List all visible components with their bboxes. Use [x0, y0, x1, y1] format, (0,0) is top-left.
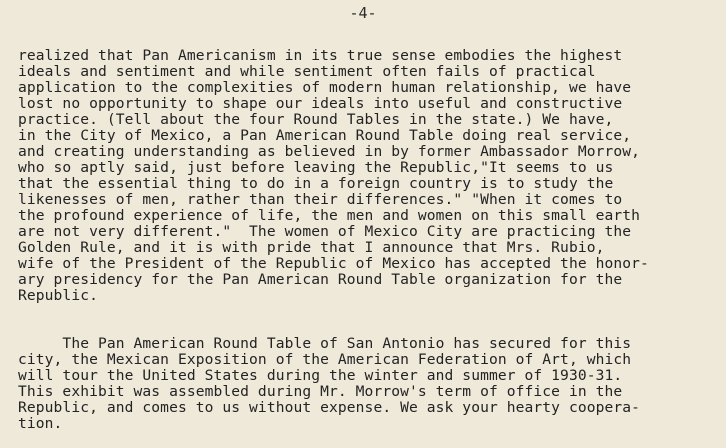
- text-line: application to the complexities of modern human relationship, we have: [18, 79, 632, 96]
- text-line: the profound experience of life, the men and women on this small earth: [18, 207, 641, 224]
- text-line: The Pan American Round Table of San Antonio has secured for this: [18, 335, 632, 352]
- text-line: ideals and sentiment and while sentiment often fails of practical: [18, 63, 596, 80]
- text-line: realized that Pan Americanism in its true sense embodies the highest: [18, 47, 623, 64]
- text-line: Republic.: [18, 287, 98, 304]
- text-line: wife of the President of the Republic of Mexico has accepted the honor-: [18, 255, 649, 272]
- text-line: are not very different." The women of Mexico City are practicing the: [18, 223, 632, 240]
- text-line: will tour the United States during the winter and summer of 1930-31.: [18, 367, 623, 384]
- text-line: in the City of Mexico, a Pan American Round Table doing real service,: [18, 127, 632, 144]
- text-line: Golden Rule, and it is with pride that I announce that Mrs. Rubio,: [18, 239, 605, 256]
- text-line: lost no opportunity to shape our ideals into useful and constructive: [18, 95, 623, 112]
- text-line: who so aptly said, just before leaving the Republic,"It seems to us: [18, 159, 614, 176]
- text-line: tion.: [18, 415, 63, 432]
- text-line: practice. (Tell about the four Round Tables in the state.) We have,: [18, 111, 614, 128]
- text-line: likenesses of men, rather than their differences." "When it comes to: [18, 191, 623, 208]
- text-line: city, the Mexican Exposition of the American Federation of Art, which: [18, 351, 632, 368]
- text-line: that the essential thing to do in a foreign country is to study the: [18, 175, 614, 192]
- text-line: This exhibit was assembled during Mr. Morrow's term of office in the: [18, 383, 623, 400]
- page-number: -4-: [349, 4, 377, 22]
- text-line: and creating understanding as believed in by former Ambassador Morrow,: [18, 143, 641, 160]
- text-line: ary presidency for the Pan American Round Table organization for the: [18, 271, 623, 288]
- text-line: Republic, and comes to us without expense. We ask your hearty coopera-: [18, 399, 641, 416]
